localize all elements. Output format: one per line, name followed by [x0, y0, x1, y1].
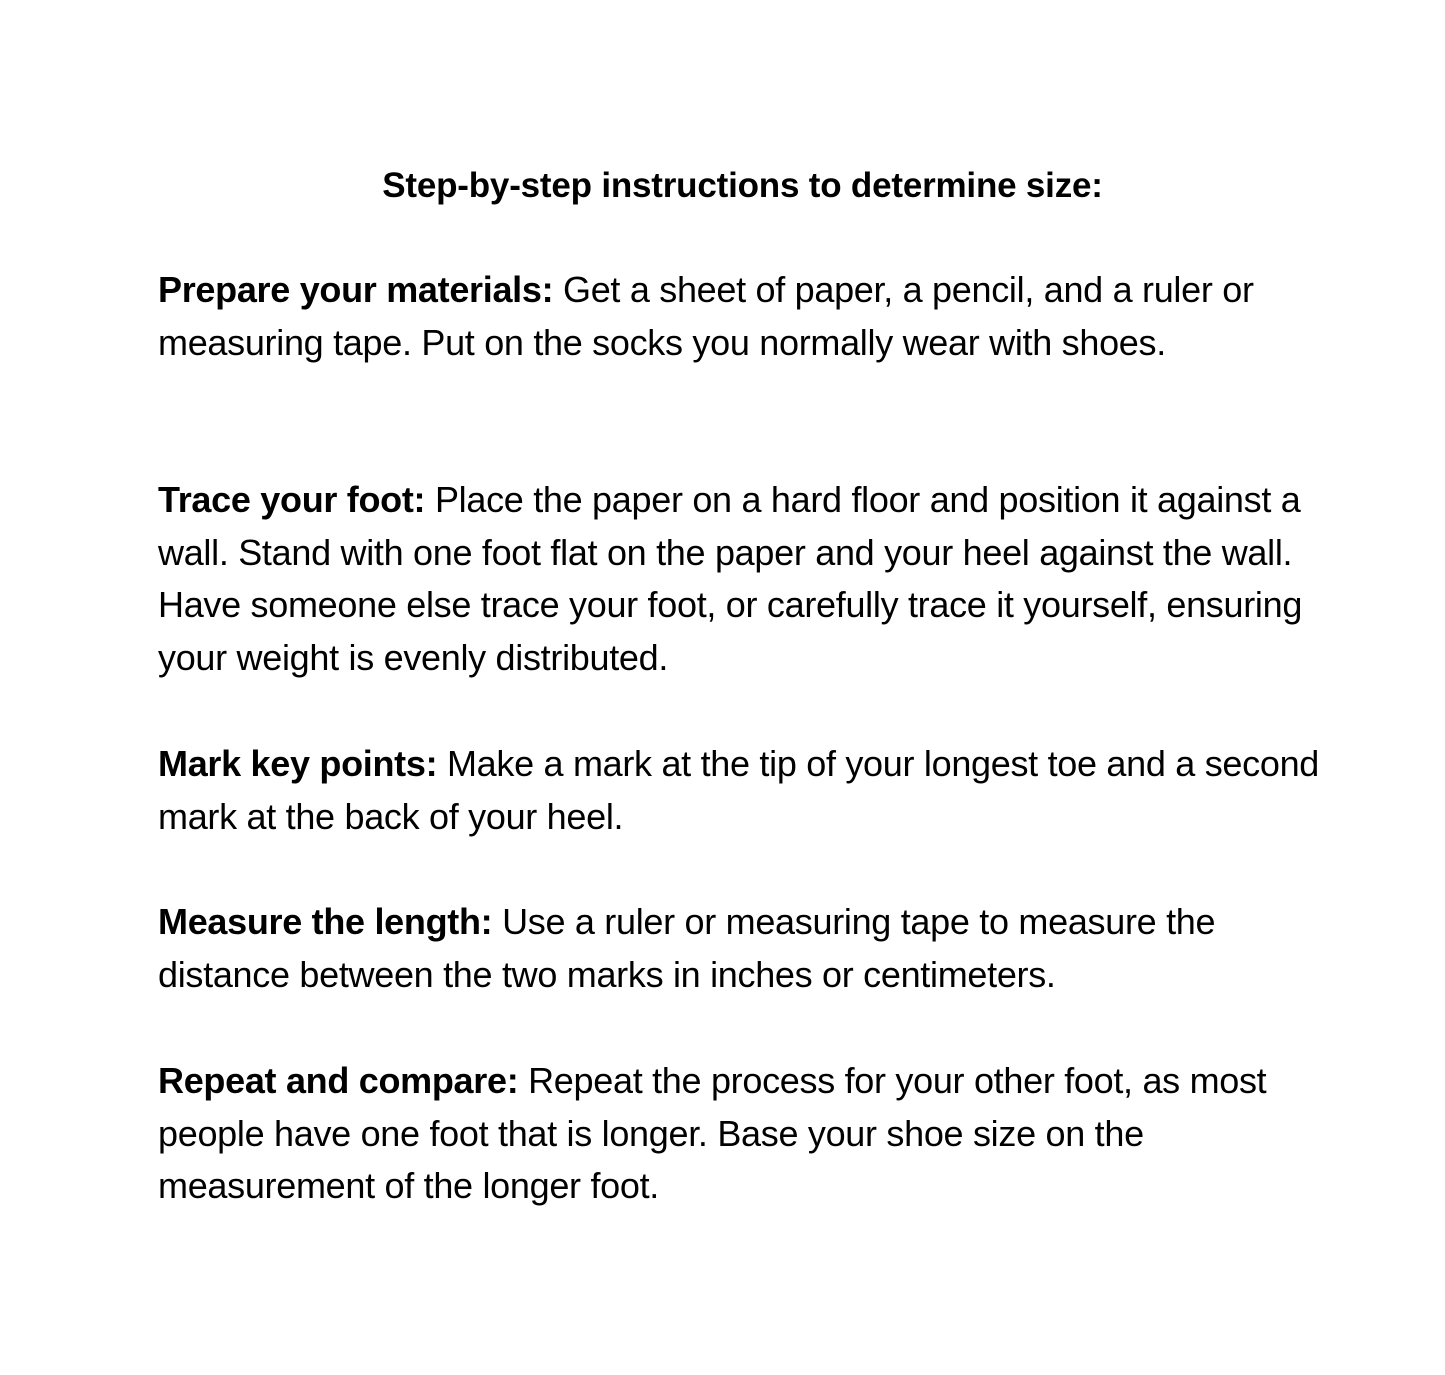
step-measure-length: [158, 896, 1333, 1001]
document-title: Step-by-step instructions to determine size:: [382, 166, 1103, 205]
step-text: Use a ruler or measuring tape to measure the distance between the two marks in inches or centimeters.: [158, 901, 1216, 995]
step-repeat-compare: [158, 1055, 1333, 1213]
step-text: Get a sheet of paper, a pencil, and a ruler or measuring tape. Put on the socks you normally wear with shoes.: [158, 269, 1254, 363]
step-label: Repeat and compare:: [158, 1060, 519, 1101]
step-text: Place the paper on a hard floor and position it against a wall. Stand with one foot flat on the paper and your heel against the wall. Have someone else trace your foot, or carefully trace it yourself, ensuring your weight is evenly distributed.: [158, 479, 1303, 678]
step-label: Mark key points:: [158, 743, 438, 784]
step-label: Prepare your materials:: [158, 269, 554, 310]
step-mark-key-points: [158, 738, 1333, 843]
step-prepare-materials: [158, 264, 1333, 369]
step-label: Trace your foot:: [158, 479, 426, 520]
step-text: Make a mark at the tip of your longest toe and a second mark at the back of your heel.: [158, 743, 1320, 837]
step-trace-foot: [158, 474, 1333, 684]
step-text: Repeat the process for your other foot, as most people have one foot that is longer. Base your shoe size on the measurement of the longer foot.: [158, 1060, 1267, 1206]
step-label: Measure the length:: [158, 901, 493, 942]
